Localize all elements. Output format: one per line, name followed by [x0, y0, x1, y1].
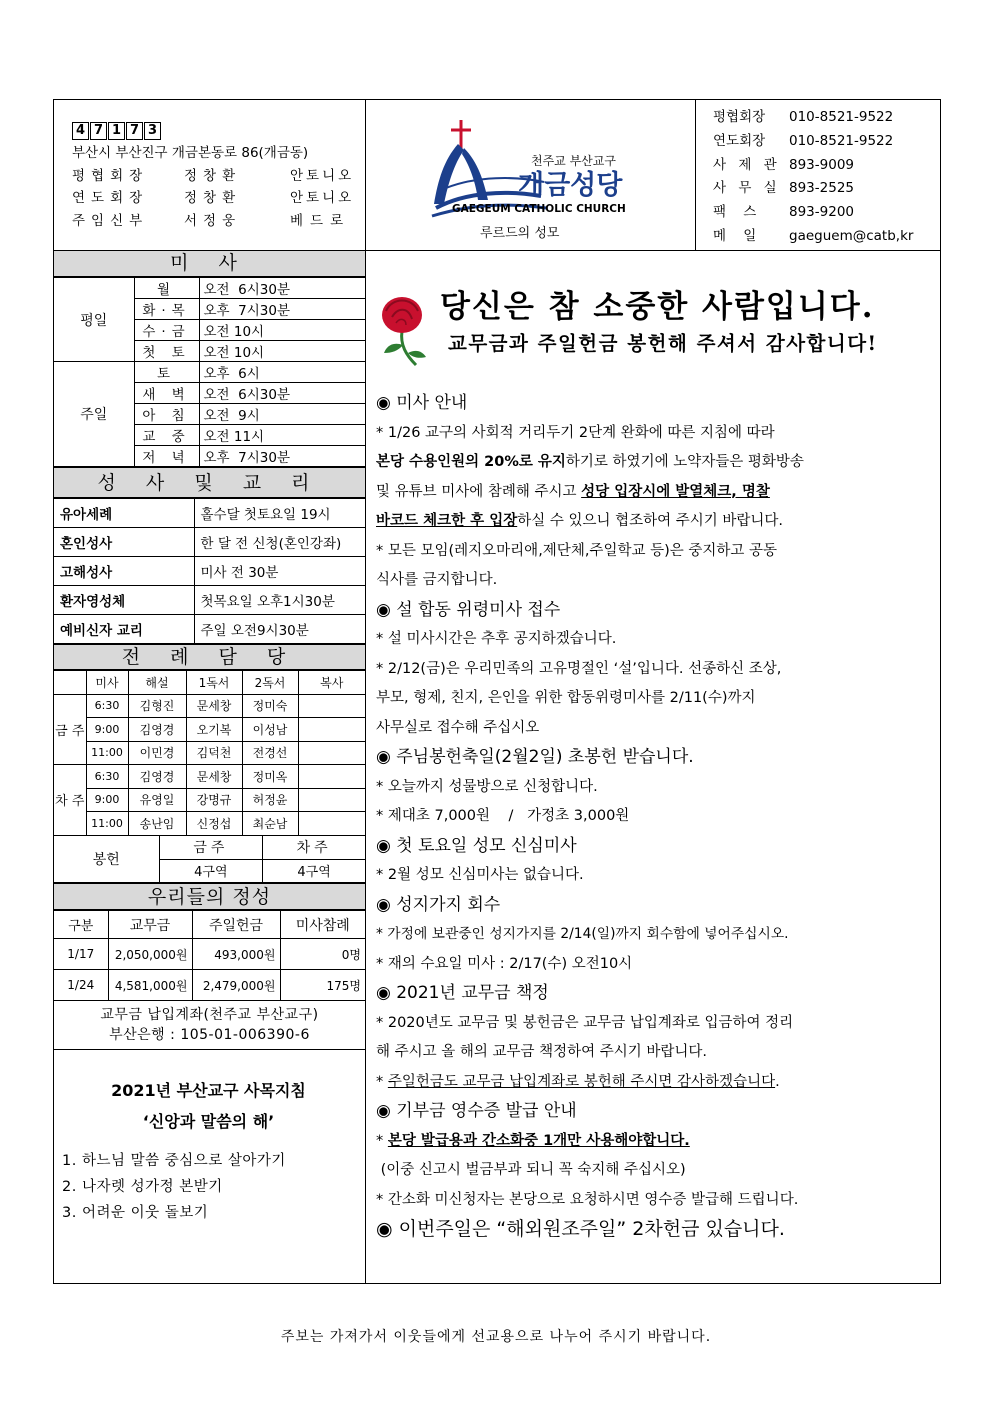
- pastoral-title: 2021년 부산교구 사목지침: [111, 1081, 306, 1100]
- news-heading: ◉ 첫 토요일 성모 신심미사: [376, 835, 577, 856]
- news-text: * 주일헌금도 교무금 납입계좌로 봉헌해 주시면 감사하겠습니다.: [376, 1073, 780, 1090]
- offering-title: 우리들의 정성: [54, 883, 365, 910]
- pastoral-item: 2. 나자렛 성가정 본받기: [62, 1179, 223, 1195]
- zip-digit: 4: [72, 122, 89, 140]
- news-heading: ◉ 2021년 교무금 책정: [376, 983, 549, 1003]
- officer-row: 주임신부 서정웅 베드로: [72, 212, 351, 229]
- contact-row: 평협회장 010-8521-9522: [713, 109, 894, 125]
- rose-icon: [372, 289, 432, 367]
- news-heading: ◉ 설 합동 위령미사 접수: [376, 599, 561, 620]
- logo-diocese: 천주교 부산교구: [531, 154, 616, 168]
- news-text: 식사를 금지합니다.: [376, 572, 498, 588]
- contact-list: [696, 100, 940, 250]
- pastoral-subtitle: ‘신앙과 말씀의 해’: [142, 1112, 275, 1131]
- news-text: * 모든 모임(레지오마리애,제단체,주일학교 등)은 중지하고 공동: [376, 542, 778, 559]
- right-column: [366, 251, 940, 1283]
- news-heading: ◉ 미사 안내: [376, 393, 468, 413]
- news-heading: ◉ 성지가지 회수: [376, 894, 501, 915]
- news-heading: ◉ 주님봉헌축일(2월2일) 초봉헌 받습니다.: [376, 747, 694, 767]
- zip-code: [72, 122, 365, 142]
- address: 부산시 부산진구 개금본동로 86(개금동): [72, 145, 309, 161]
- zip-digit: 7: [126, 122, 143, 140]
- news-heading: ◉ 기부금 영수증 발급 안내: [376, 1101, 577, 1121]
- contact-row: 메 일 gaeguem@catb,kr: [713, 227, 914, 244]
- sacraments-table: 유아세례 홀수달 첫토요일 19시 혼인성사 한 달 전 신청(혼인강좌) 고해성사 미사 전 30분 환자영성체 첫목요일 오후1시30분 예비신자 교리 주일 오전9시30분: [54, 498, 365, 644]
- news-text: 해 주시고 올 해의 교무금 책정하여 주시기 바랍니다.: [376, 1044, 708, 1060]
- mass-schedule-table: 평일 월 오전 6시30분 화·목 오후 7시30분 수·금 오전 10시 첫 토 오전 10시 주일 토 오후 6시 새 벽 오전 6시30분 아 침 오전 9시 교 중 오전 11시 저 녁 오후 7시30분: [54, 277, 365, 467]
- news-heading: ◉ 이번주일은 “해외원조주일” 2차헌금 있습니다.: [376, 1218, 785, 1240]
- zip-digit: 1: [108, 122, 125, 140]
- news-text: * 재의 수요일 미사 : 2/17(수) 오전10시: [376, 955, 633, 972]
- contact-row: 연도회장 010-8521-9522: [713, 132, 894, 149]
- footer-note: 주보는 가져가서 이웃들에게 선교용으로 나누어 주시기 바랍니다.: [280, 1329, 712, 1345]
- news-text: * 2월 성모 신심미사는 없습니다.: [376, 867, 584, 883]
- bulletin-frame: [53, 99, 941, 1284]
- news-text: 및 유튜브 미사에 참례해 주시고 성당 입장시에 발열체크, 명찰: [376, 483, 770, 500]
- liturgy-table: 미사 해설 1독서 2독서 복사 금 주 6:30 김형진 문세창 정미숙 9:00 김영경 오기복 이성남 11:00 이민경 김덕천 전경선 차 주 6:30 김영경 문세창 정미옥 9:00 유영일 강명규 허정윤 11:00 송난임 신정섭 최순남: [54, 670, 365, 836]
- contact-row: 사 제 관 893-9009: [713, 156, 854, 173]
- pastoral-item: 1. 하느님 말씀 중심으로 살아가기: [62, 1153, 286, 1169]
- zip-digit: 3: [144, 122, 161, 140]
- contact-row: 사 무 실 893-2525: [713, 180, 854, 197]
- news-text: 본당 수용인원의 20%로 유지하기로 하였기에 노약자들은 평화방송: [376, 454, 804, 470]
- left-column: [54, 251, 366, 1283]
- logo-church-name: 개금성당: [518, 170, 623, 201]
- next-week-label: 차 주: [54, 765, 86, 836]
- news-text: 사무실로 접수해 주십시오: [376, 719, 540, 736]
- news-text: * 본당 발급용과 간소화중 1개만 사용해야합니다.: [376, 1132, 690, 1149]
- weekday-label: 평일: [54, 278, 134, 362]
- offering-table: 구분 교무금 주일헌금 미사참례 1/17 2,050,000원 493,000원 0명 1/24 4,581,000원 2,479,000원 175명: [54, 910, 365, 1001]
- bulletin-header: [54, 100, 940, 251]
- news-text: * 2020년도 교무금 및 봉헌금은 교무금 납입계좌로 입금하여 정리: [376, 1014, 794, 1031]
- mass-title: 미 사: [54, 251, 365, 277]
- news-text: * 2/12(금)은 우리민족의 고유명절인 ‘설’입니다. 선종하신 조상,: [376, 660, 782, 677]
- liturgy-title: 전 례 담 당: [54, 644, 365, 670]
- service-label: 봉헌: [54, 836, 159, 883]
- banner-subtitle: 교무금과 주일헌금 봉헌해 주셔서 감사합니다!: [448, 332, 878, 355]
- news-text: * 간소화 미신청자는 본당으로 요청하시면 영수증 발급해 드립니다.: [376, 1191, 799, 1208]
- sunday-label: 주일: [54, 362, 134, 467]
- officer-row: 연도회장 정창환 안토니오: [72, 190, 355, 206]
- news-text: * 제대초 7,000원 / 가정초 3,000원: [376, 808, 630, 824]
- logo-english-name: GAEGEUM CATHOLIC CHURCH: [452, 203, 626, 215]
- news-text: * 1/26 교구의 사회적 거리두기 2단계 완화에 따른 지침에 따라: [376, 424, 775, 441]
- news-text: * 가정에 보관중인 성지가지를 2/14(일)까지 회수함에 넣어주십시오.: [376, 926, 789, 942]
- pastoral-item: 3. 어려운 이웃 돌보기: [62, 1205, 209, 1221]
- contact-row: 팩 스 893-9200: [713, 204, 854, 221]
- news-text: 부모, 형제, 친지, 은인을 위한 합동위령미사를 2/11(수)까지: [376, 690, 756, 706]
- logo-patron: 루르드의 성모: [480, 226, 560, 241]
- news-text: * 오늘까지 성물방으로 신청합니다.: [376, 778, 598, 795]
- sacraments-title: 성 사 및 교 리: [54, 467, 365, 498]
- news-text: * 설 미사시간은 추후 공지하겠습니다.: [376, 631, 617, 647]
- news-text: 바코드 체크한 후 입장하실 수 있으니 협조하여 주시기 바랍니다.: [376, 513, 783, 529]
- logo-emblem-icon: [366, 100, 696, 251]
- this-week-label: 금 주: [54, 694, 86, 765]
- officer-row: 평협회장 정창환 안토니오: [72, 167, 355, 184]
- banner-title: 당신은 참 소중한 사람입니다.: [440, 289, 875, 325]
- zip-digit: 7: [90, 122, 107, 140]
- church-logo: [366, 100, 696, 250]
- account-info: 교무금 납입계좌(천주교 부산교구) 부산은행 : 105-01-006390-6: [54, 1001, 365, 1050]
- news-section: [376, 389, 932, 1245]
- news-text: (이중 신고시 벌금부과 되니 꼭 숙지해 주십시오): [376, 1162, 686, 1178]
- pastoral-guideline: [54, 1050, 365, 1224]
- parish-info: [54, 100, 366, 250]
- service-table: 봉헌 금주 차주 4구역 4구역: [54, 836, 365, 884]
